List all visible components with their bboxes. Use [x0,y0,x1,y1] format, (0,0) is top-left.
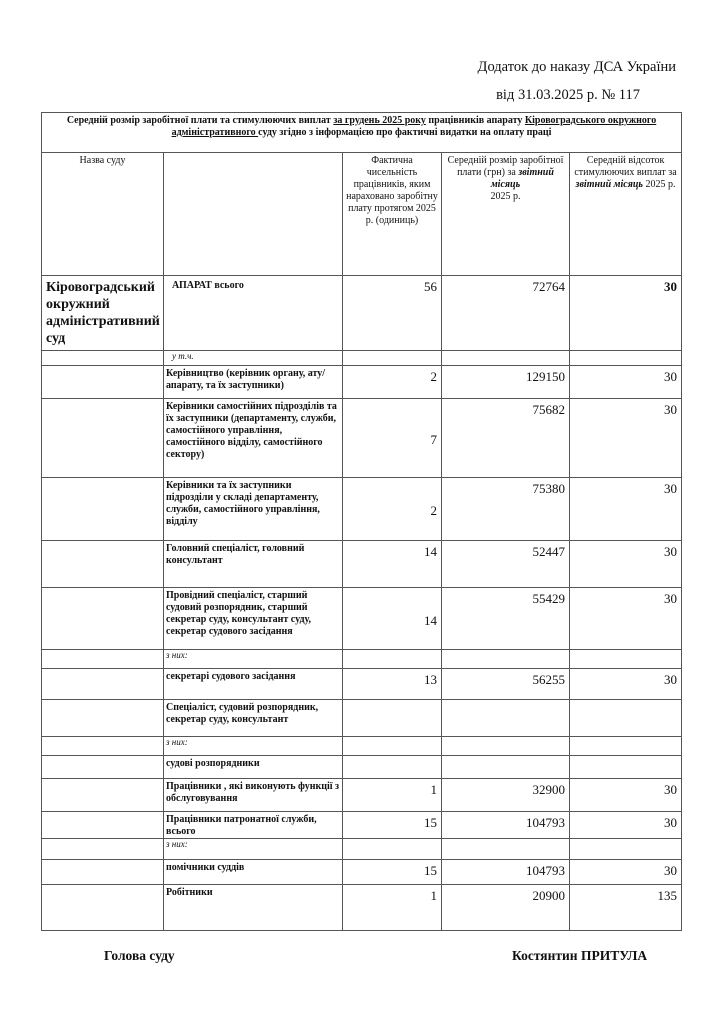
table-row [42,650,682,669]
row-salary: 52447 [442,541,570,588]
row-bonus: 30 [570,541,682,588]
row-label: секретарі судового засідання [164,669,343,700]
row-label: Провідний спеціаліст, старший судовий розпорядник, старший секретар суду, консультант суду, секретар судового засідання [164,588,343,650]
table-row [42,478,682,541]
header-avg-bonus: Середній відсоток стимулюючих виплат за звітний місяць 2025 р. [570,153,682,276]
court-name: Кіровоградський окружний адміністративний суд [42,276,164,351]
table-row [42,669,682,700]
table-row [42,588,682,650]
row-label: Керівництво (керівник органу, ату/апарату, та їх заступники) [164,366,343,399]
table-row [42,839,682,860]
row-count: 15 [343,812,442,839]
table-row [42,812,682,839]
row-count: 1 [343,779,442,812]
row-label: Робітники [164,885,343,931]
row-count: 14 [343,588,442,650]
row-count: 7 [343,399,442,478]
row-count: 14 [343,541,442,588]
table-row [42,399,682,478]
court-name-underlined: Кіровоградського окружного адміністративного [171,115,657,138]
table-row [42,779,682,812]
row-label: Керівники самостійних підрозділів та їх заступники (департаменту, служби, самостійного управління, самостійного відділу, самостійного сектору) [164,399,343,478]
row-bonus: 30 [570,478,682,541]
row-label: у т.ч. [164,351,343,366]
row-salary: 75682 [442,399,570,478]
row-salary: 32900 [442,779,570,812]
signature-name: Костянтин ПРИТУЛА [512,948,648,963]
row-salary: 20900 [442,885,570,931]
table-row [42,700,682,737]
row-bonus: 30 [570,812,682,839]
row-count: 1 [343,885,442,931]
row-count: 2 [343,478,442,541]
table-row [42,737,682,756]
table-row [42,351,682,366]
row-label: помічники суддів [164,860,343,885]
title-row [42,113,682,153]
header-category [164,153,343,276]
table-row [42,366,682,399]
salary-table [41,112,682,931]
header-headcount: Фактична чисельність працівників, яким нараховано заробітну плату протягом 2025 р. (одиниць) [343,153,442,276]
table-row [42,860,682,885]
signature-position: Голова суду [104,948,175,963]
row-bonus: 30 [570,588,682,650]
row-salary: 104793 [442,812,570,839]
row-label: Працівники патронатної служби, всього [164,812,343,839]
table-title: Середній розмір заробітної плати та стимулюючих виплат за грудень 2025 року працівників апарату Кіровоградського окружного адміністративного суду згідно з інформацією про фактичні видатки на оплату праці [42,113,682,153]
row-label: Головний спеціаліст, головний консультант [164,541,343,588]
row-count: 13 [343,669,442,700]
row-label: судові розпорядники [164,756,343,779]
row-salary: 104793 [442,860,570,885]
row-bonus: 30 [570,860,682,885]
row-salary: 55429 [442,588,570,650]
table-row [42,756,682,779]
header-court-name: Назва суду [42,153,164,276]
row-bonus: 135 [570,885,682,931]
row-count: 2 [343,366,442,399]
row-salary: 56255 [442,669,570,700]
report-period: за грудень 2025 року [333,115,426,126]
table-row [42,541,682,588]
row-salary: 75380 [442,478,570,541]
header-avg-salary: Середній розмір заробітної плати (грн) за звітний місяць 2025 р. [442,153,570,276]
row-bonus: 30 [570,779,682,812]
row-label: з них: [164,839,343,860]
row-salary: 129150 [442,366,570,399]
annex-line-1: Додаток до наказу ДСА України [477,59,676,75]
header-row [42,153,682,276]
row-count: 56 [343,276,442,351]
row-salary: 72764 [442,276,570,351]
row-label: Керівники та їх заступники підрозділи у складі департаменту, служби, самостійного управління, відділу [164,478,343,541]
row-bonus: 30 [570,366,682,399]
table-row [42,276,682,351]
row-label: Працівники , які виконують функції з обслуговування [164,779,343,812]
row-bonus: 30 [570,276,682,351]
row-label: з них: [164,650,343,669]
row-bonus: 30 [570,669,682,700]
row-label: АПАРАТ всього [164,276,343,351]
row-count: 15 [343,860,442,885]
table-row [42,885,682,931]
row-label: Спеціаліст, судовий розпорядник, секретар суду, консультант [164,700,343,737]
annex-line-2: від 31.03.2025 р. № 117 [496,87,640,103]
row-bonus: 30 [570,399,682,478]
row-label: з них: [164,737,343,756]
